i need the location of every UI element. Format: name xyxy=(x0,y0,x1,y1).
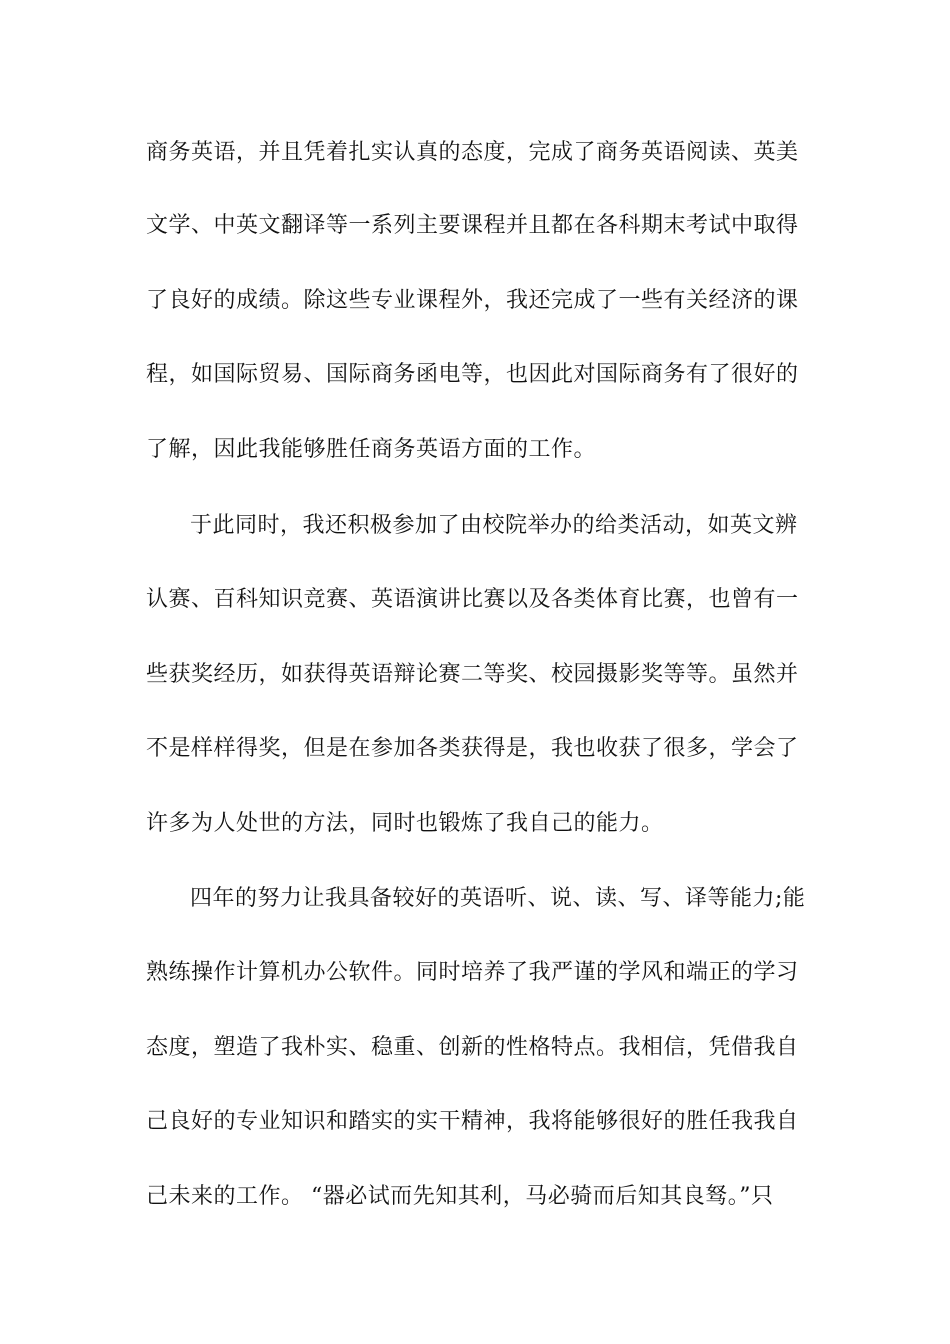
text-line: 不是样样得奖，但是在参加各类获得是，我也收获了很多，学会了 xyxy=(146,736,799,761)
text-line: 商务英语，并且凭着扎实认真的态度，完成了商务英语阅读、英美 xyxy=(146,140,799,165)
text-line: 了解，因此我能够胜任商务英语方面的工作。 xyxy=(146,437,597,462)
text-line: 己未来的工作。 “器必试而先知其利，马必骑而后知其良驽。”只 xyxy=(146,1184,774,1209)
text-line: 程，如国际贸易、国际商务函电等，也因此对国际商务有了很好的 xyxy=(146,362,799,387)
text-line: 了良好的成绩。除这些专业课程外，我还完成了一些有关经济的课 xyxy=(146,288,799,313)
text-line: 文学、中英文翻译等一系列主要课程并且都在各科期末考试中取得 xyxy=(146,213,799,238)
text-line: 己良好的专业知识和踏实的实干精神，我将能够很好的胜任我我自 xyxy=(146,1109,799,1134)
paragraph-first-line: 于此同时，我还积极参加了由校院举办的给类活动，如英文辨 xyxy=(190,513,798,538)
text-line: 认赛、百科知识竞赛、英语演讲比赛以及各类体育比赛，也曾有一 xyxy=(146,587,799,612)
text-line: 熟练操作计算机办公软件。同时培养了我严谨的学风和端正的学习 xyxy=(146,960,799,985)
text-line: 些获奖经历，如获得英语辩论赛二等奖、校园摄影奖等等。虽然并 xyxy=(146,662,799,687)
text-line: 许多为人处世的方法，同时也锻炼了我自己的能力。 xyxy=(146,811,664,836)
paragraph-first-line: 四年的努力让我具备较好的英语听、说、读、写、译等能力;能 xyxy=(190,886,806,911)
text-line: 态度，塑造了我朴实、稳重、创新的性格特点。我相信，凭借我自 xyxy=(146,1035,799,1060)
